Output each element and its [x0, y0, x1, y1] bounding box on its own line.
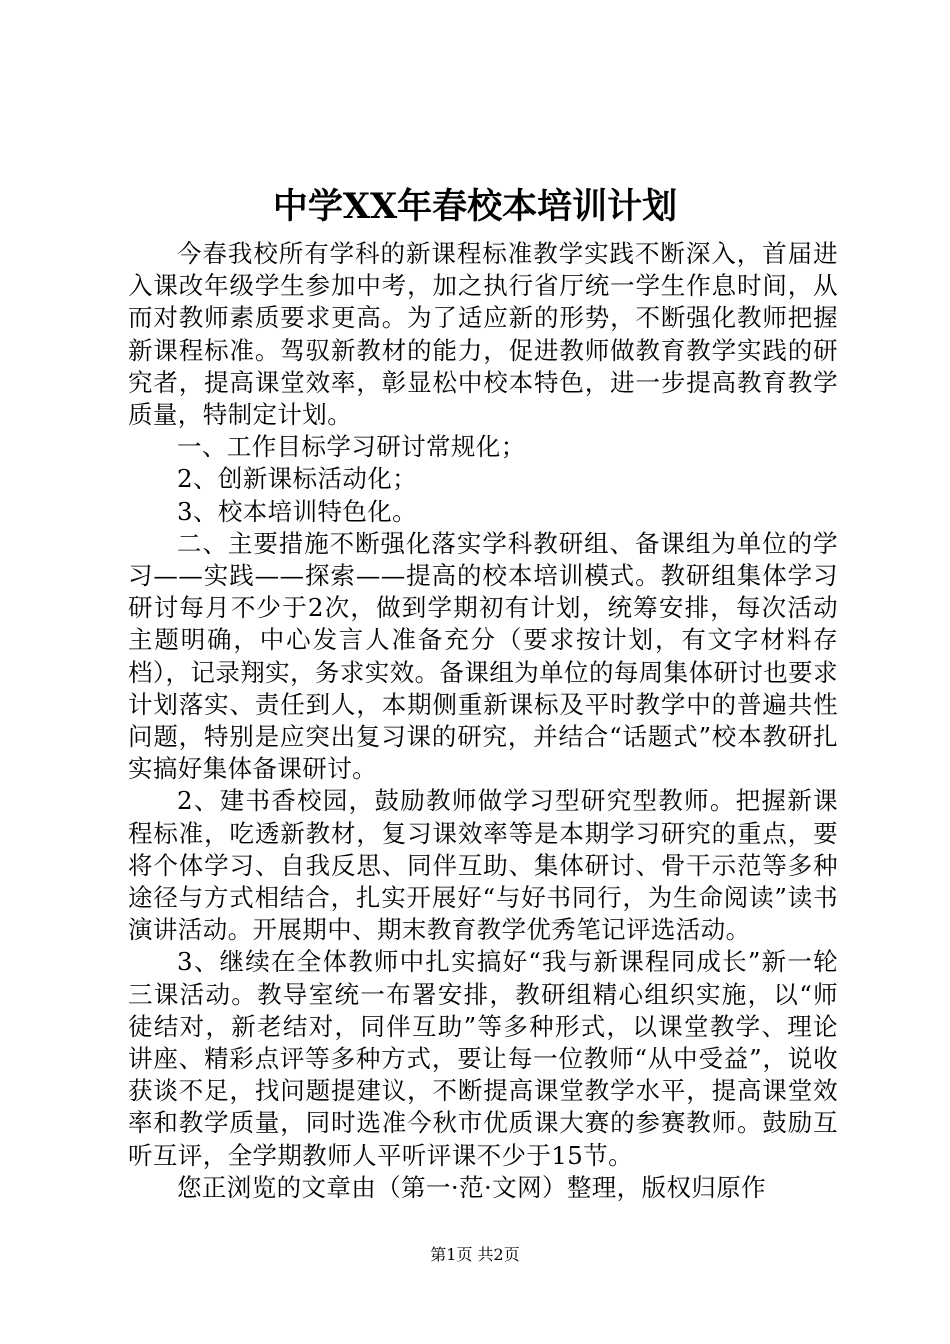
document-body [128, 238, 838, 1204]
paragraph-source-note: 您正浏览的文章由（第一·范·文网）整理，版权归原作 [177, 1172, 767, 1202]
document-title: 中学XX年春校本培训计划 [272, 186, 678, 227]
paragraph-measures-1: 二、主要措施不断强化落实学科教研组、备课组为单位的学习——实践——探索——提高的校本培训模式。教研组集体学习研讨每月不少于2次，做到学期初有计划，统筹安排，每次活动主题明确，中心发言人准备充分（要求按计划，有文字材料存档），记录翔实，务求实效。备课组为单位的每周集体研讨也要求计划落实、责任到人，本期侧重新课标及平时教学中的普遍共性问题，特别是应突出复习课的研究，并结合“话题式”校本教研扎实搞好集体备课研讨。 [128, 528, 838, 784]
paragraph-goal-heading: 一、工作目标学习研讨常规化； [177, 432, 526, 462]
paragraph-goal-2: 2、创新课标活动化； [177, 464, 418, 494]
paragraph-goal-3: 3、校本培训特色化。 [177, 496, 418, 526]
paragraph-measures-3: 3、继续在全体教师中扎实搞好“我与新课程同成长”新一轮三课活动。教导室统一布署安排，教研组精心组织实施，以“师徒结对，新老结对，同伴互助”等多种形式，以课堂教学、理论讲座、精彩点评等多种方式，要让每一位教师“从中受益”，说收获谈不足，找问题提建议，不断提高课堂教学水平，提高课堂效率和教学质量，同时选准今秋市优质课大赛的参赛教师。鼓励互听互评，全学期教师人平听评课不少于15节。 [128, 947, 838, 1170]
page-footer: 第1页 共2页 [430, 1245, 520, 1264]
paragraph-measures-2: 2、建书香校园，鼓励教师做学习型研究型教师。把握新课程标准，吃透新教材，复习课效率等是本期学习研究的重点，要将个体学习、自我反思、同伴互助、集体研讨、骨干示范等多种途径与方式相结合，扎实开展好“与好书同行，为生命阅读”读书演讲活动。开展期中、期末教育教学优秀笔记评选活动。 [128, 786, 838, 945]
paragraph-intro: 今春我校所有学科的新课程标准教学实践不断深入，首届进入课改年级学生参加中考，加之执行省厅统一学生作息时间，从而对教师素质要求更高。为了适应新的形势，不断强化教师把握新课程标准。驾驭新教材的能力，促进教师做教育教学实践的研究者，提高课堂效率，彰显松中校本特色，进一步提高教育教学质量，特制定计划。 [128, 239, 838, 430]
